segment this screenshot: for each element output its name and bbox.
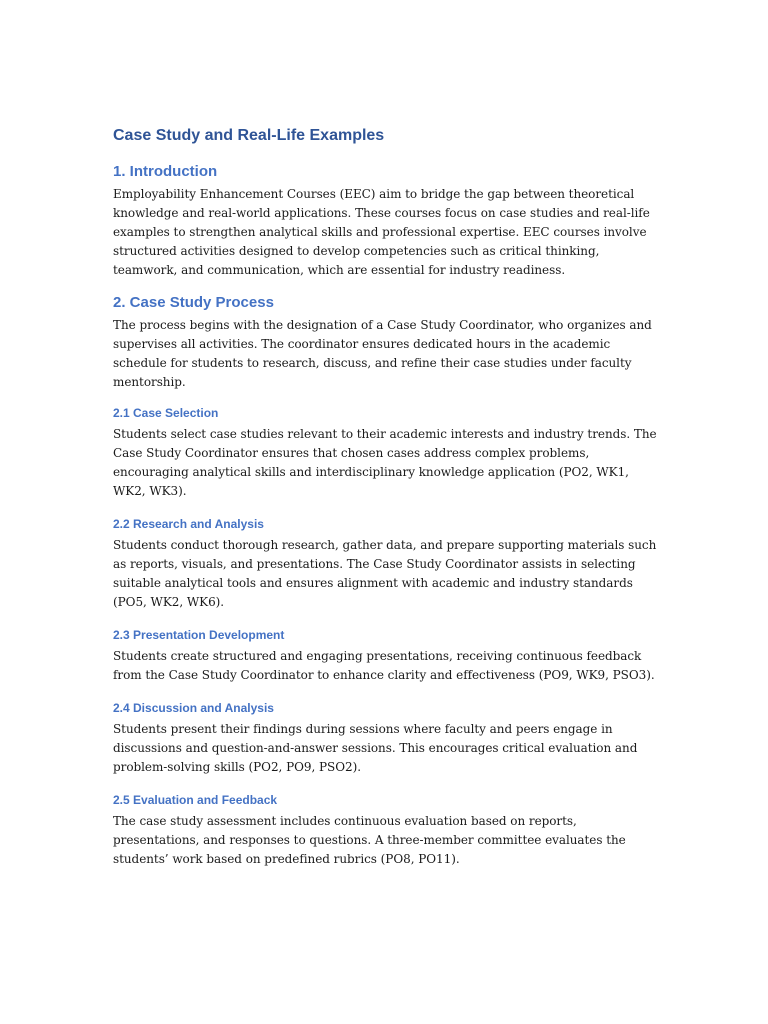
subsection-heading: 2.2 Research and Analysis <box>113 517 264 531</box>
subsection-paragraph: Students select case studies relevant to their academic interests and industry trends. The Case Study Coordinator ensures that chosen cases address complex problems, encouraging analytical skills and interdisciplinary knowledge application (PO2, WK1, WK2, WK3). <box>113 427 657 498</box>
subsection-heading: 2.4 Discussion and Analysis <box>113 701 274 715</box>
subsection-evaluation-and-feedback <box>113 792 658 869</box>
subsection-paragraph: Students present their findings during sessions where faculty and peers engage in discussions and question-and-answer sessions. This encourages critical evaluation and problem-solving skills (PO2, PO9, PSO2). <box>113 722 638 774</box>
introduction-paragraph: Employability Enhancement Courses (EEC) aim to bridge the gap between theoretical knowledge and real-world applications. These courses focus on case studies and real-life examples to strengthen analytical skills and professional expertise. EEC courses involve structured activities designed to develop competencies such as critical thinking, teamwork, and communication, which are essential for industry readiness. <box>113 187 650 277</box>
subsection-heading: 2.5 Evaluation and Feedback <box>113 793 278 807</box>
subsection-discussion-and-analysis <box>113 700 658 777</box>
subsection-paragraph: Students conduct thorough research, gather data, and prepare supporting materials such as reports, visuals, and presentations. The Case Study Coordinator assists in selecting suitable analytical tools and ensures alignment with academic and industry standards (PO5, WK2, WK6). <box>113 538 657 609</box>
document-page <box>113 125 658 884</box>
subsection-paragraph: Students create structured and engaging presentations, receiving continuous feedback from the Case Study Coordinator to enhance clarity and effectiveness (PO9, WK9, PSO3). <box>113 649 655 682</box>
subsection-heading: 2.3 Presentation Development <box>113 628 285 642</box>
subsection-research-and-analysis <box>113 516 658 612</box>
section-heading-introduction: 1. Introduction <box>113 163 218 180</box>
section-heading-case-study-process: 2. Case Study Process <box>113 294 274 311</box>
subsection-case-selection <box>113 405 658 501</box>
document-title: Case Study and Real-Life Examples <box>113 127 385 144</box>
subsection-heading: 2.1 Case Selection <box>113 406 219 420</box>
subsection-paragraph: The case study assessment includes continuous evaluation based on reports, presentations, and responses to questions. A three-member committee evaluates the students’ work based on predefined rubrics (PO8, PO11). <box>113 814 626 866</box>
subsection-presentation-development <box>113 627 658 685</box>
case-study-process-paragraph: The process begins with the designation of a Case Study Coordinator, who organizes and supervises all activities. The coordinator ensures dedicated hours in the academic schedule for students to research, discuss, and refine their case studies under faculty mentorship. <box>113 318 652 389</box>
